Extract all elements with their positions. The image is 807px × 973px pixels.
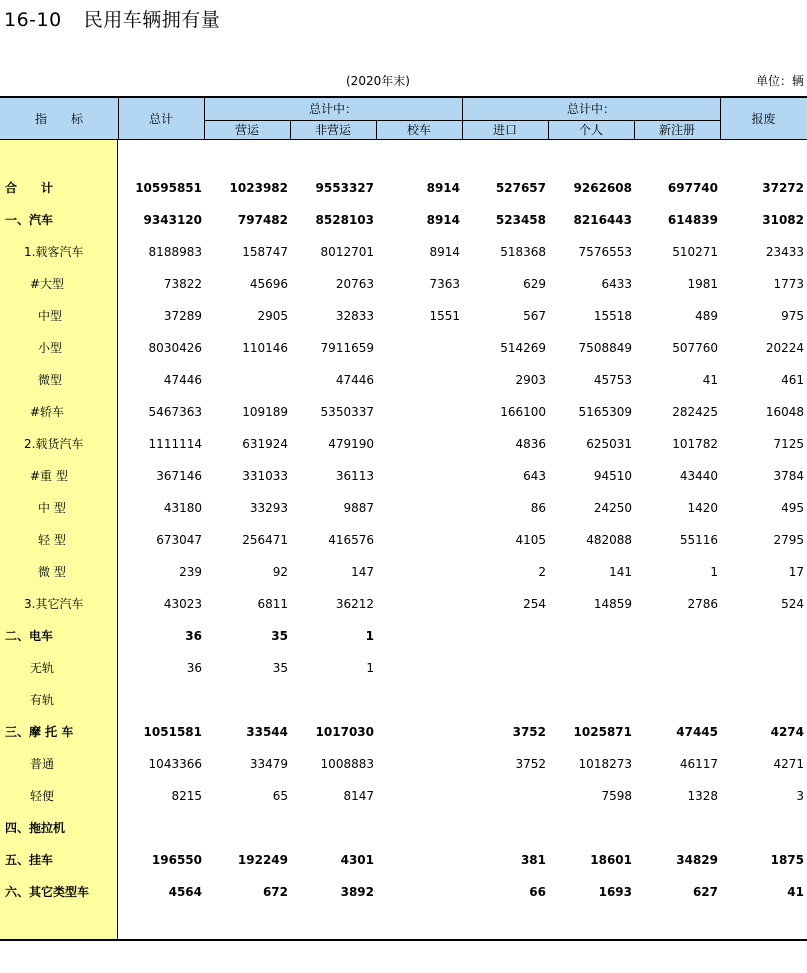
table-cell: 18601 <box>590 853 632 867</box>
header-divider <box>548 120 549 140</box>
table-cell: 17 <box>788 565 804 579</box>
header-group-source: 总计中： <box>566 102 615 116</box>
table-cell <box>466 620 546 652</box>
table-cell: 7911659 <box>320 341 374 355</box>
table-cell: 9262608 <box>573 181 632 195</box>
table-cell: 55116 <box>679 533 718 547</box>
table-cell: 6433 <box>601 277 632 291</box>
header-private: 个人 <box>578 123 603 137</box>
table-cell: 239 <box>179 565 202 579</box>
table-cell: 482088 <box>586 533 632 547</box>
table-row <box>0 556 807 588</box>
table-cell: 166100 <box>500 405 546 419</box>
table-cell: 20224 <box>765 341 804 355</box>
row-label: 中 型 <box>38 501 66 515</box>
table-cell: 101782 <box>672 437 718 451</box>
table-cell: 3784 <box>773 469 804 483</box>
table-cell: 2905 <box>257 309 288 323</box>
table-cell: 1773 <box>773 277 804 291</box>
table-cell: 625031 <box>586 437 632 451</box>
table-bottom-rule <box>0 939 807 941</box>
table-row <box>0 268 807 300</box>
table-cell: 6811 <box>257 597 288 611</box>
table-cell <box>380 652 460 684</box>
table-cell: 495 <box>781 501 804 515</box>
table-cell <box>638 620 718 652</box>
table-cell: 673047 <box>156 533 202 547</box>
table-cell: 631924 <box>242 437 288 451</box>
table-cell: 5165309 <box>578 405 632 419</box>
table-cell: 73822 <box>163 277 202 291</box>
table-cell: 36212 <box>335 597 374 611</box>
header-divider <box>290 120 291 140</box>
table-cell: 14859 <box>593 597 632 611</box>
table-cell: 43023 <box>163 597 202 611</box>
table-row <box>0 428 807 460</box>
table-cell: 36 <box>186 661 202 675</box>
table-cell <box>294 684 374 716</box>
row-label: 四、拖拉机 <box>5 821 66 835</box>
table-row <box>0 844 807 876</box>
table-cell: 3892 <box>340 885 374 899</box>
table-cell: 567 <box>523 309 546 323</box>
unit-note: 单位：辆 <box>755 74 804 88</box>
table-cell <box>294 812 374 844</box>
table-cell <box>552 684 632 716</box>
table-cell: 20763 <box>335 277 374 291</box>
header-group-operation: 总计中： <box>308 102 357 116</box>
table-cell: 4301 <box>340 853 374 867</box>
header-new-registered: 新注册 <box>658 123 695 137</box>
table-cell: 37272 <box>762 181 804 195</box>
table-cell: 141 <box>609 565 632 579</box>
table-row <box>0 748 807 780</box>
table-cell <box>122 684 202 716</box>
table-row <box>0 492 807 524</box>
table-cell: 614839 <box>667 213 718 227</box>
table-cell: 8914 <box>426 181 460 195</box>
table-cell: 43440 <box>679 469 718 483</box>
table-cell: 524 <box>781 597 804 611</box>
table-cell: 2786 <box>687 597 718 611</box>
row-label: 小型 <box>38 341 63 355</box>
row-label: 二、电车 <box>5 629 54 643</box>
table-cell: 196550 <box>151 853 202 867</box>
table-cell: 65 <box>272 789 288 803</box>
table-cell: 627 <box>692 885 718 899</box>
table-cell <box>724 812 804 844</box>
table-cell: 43180 <box>163 501 202 515</box>
table-cell: 479190 <box>328 437 374 451</box>
table-cell <box>208 812 288 844</box>
table-cell: 33293 <box>249 501 288 515</box>
table-header <box>0 96 807 140</box>
table-cell: 86 <box>530 501 546 515</box>
table-cell: 629 <box>523 277 546 291</box>
table-cell <box>380 492 460 524</box>
header-divider <box>634 120 635 140</box>
table-title: 民用车辆拥有量 <box>83 9 221 31</box>
table-cell <box>380 844 460 876</box>
header-schoolbus: 校车 <box>406 123 431 137</box>
table-cell: 45753 <box>593 373 632 387</box>
table-cell: 514269 <box>500 341 546 355</box>
table-cell: 1 <box>365 629 374 643</box>
table-row <box>0 588 807 620</box>
table-cell: 1 <box>710 565 718 579</box>
table-cell: 1328 <box>687 789 718 803</box>
table-cell <box>208 364 288 396</box>
header-indicator: 指 标 <box>34 112 83 126</box>
table-row <box>0 204 807 236</box>
table-cell <box>380 556 460 588</box>
table-cell: 41 <box>787 885 804 899</box>
table-cell: 1111114 <box>148 437 202 451</box>
table-cell: 47445 <box>676 725 718 739</box>
header-total: 总计 <box>148 112 173 126</box>
table-cell <box>724 620 804 652</box>
table-cell: 37289 <box>163 309 202 323</box>
table-cell <box>380 812 460 844</box>
table-cell <box>724 684 804 716</box>
table-cell: 33544 <box>246 725 288 739</box>
table-cell <box>552 812 632 844</box>
table-cell: 158747 <box>242 245 288 259</box>
table-cell: 8030426 <box>148 341 202 355</box>
table-cell: 15518 <box>593 309 632 323</box>
table-cell: 192249 <box>237 853 288 867</box>
header-group-rule <box>204 120 462 121</box>
row-label: 一、汽车 <box>5 213 54 227</box>
table-cell: 975 <box>781 309 804 323</box>
table-cell: 1 <box>366 661 374 675</box>
table-cell: 518368 <box>500 245 546 259</box>
table-cell: 4564 <box>168 885 202 899</box>
table-cell: 1420 <box>687 501 718 515</box>
row-label: 合 计 <box>5 181 54 195</box>
row-label: 3.其它汽车 <box>24 597 84 611</box>
table-cell: 1551 <box>429 309 460 323</box>
table-cell: 36113 <box>335 469 374 483</box>
row-label: 微 型 <box>38 565 66 579</box>
table-cell <box>466 652 546 684</box>
table-cell <box>380 876 460 908</box>
table-cell: 254 <box>523 597 546 611</box>
table-cell: 1017030 <box>315 725 374 739</box>
table-cell <box>380 716 460 748</box>
table-cell <box>380 428 460 460</box>
table-cell <box>380 332 460 364</box>
table-cell: 47446 <box>335 373 374 387</box>
table-cell: 507760 <box>672 341 718 355</box>
row-label: 微型 <box>38 373 63 387</box>
table-cell: 66 <box>529 885 546 899</box>
table-cell: 7508849 <box>578 341 632 355</box>
table-cell: 2903 <box>515 373 546 387</box>
table-cell <box>380 524 460 556</box>
header-divider <box>720 98 721 140</box>
table-cell <box>122 812 202 844</box>
row-label: 轻便 <box>30 789 55 803</box>
table-row <box>0 460 807 492</box>
table-cell <box>552 652 632 684</box>
table-cell: 3752 <box>515 757 546 771</box>
table-cell: 282425 <box>672 405 718 419</box>
table-cell <box>466 812 546 844</box>
table-row <box>0 652 807 684</box>
table-cell <box>380 588 460 620</box>
table-row <box>0 396 807 428</box>
table-cell: 16048 <box>765 405 804 419</box>
table-cell: 35 <box>272 661 288 675</box>
table-cell: 8914 <box>429 245 460 259</box>
table-cell <box>380 620 460 652</box>
table-cell: 697740 <box>667 181 718 195</box>
table-row <box>0 172 807 204</box>
header-noncommercial: 非营运 <box>314 123 351 137</box>
table-cell: 8216443 <box>573 213 632 227</box>
table-row <box>0 332 807 364</box>
table-cell: 1023982 <box>229 181 288 195</box>
table-cell: 797482 <box>237 213 288 227</box>
row-label: 1.载客汽车 <box>24 245 84 259</box>
table-cell <box>552 620 632 652</box>
table-cell: 510271 <box>672 245 718 259</box>
table-cell: 331033 <box>242 469 288 483</box>
row-label: 中型 <box>38 309 63 323</box>
table-cell <box>380 780 460 812</box>
table-cell <box>380 364 460 396</box>
table-row <box>0 236 807 268</box>
table-cell: 256471 <box>242 533 288 547</box>
table-cell: 1043366 <box>148 757 202 771</box>
table-cell <box>466 684 546 716</box>
table-row <box>0 524 807 556</box>
row-label: 三、摩 托 车 <box>5 725 74 739</box>
table-cell: 110146 <box>242 341 288 355</box>
table-cell <box>380 460 460 492</box>
year-note: (2020年末) <box>346 74 410 88</box>
table-cell: 3 <box>796 789 804 803</box>
table-cell: 46117 <box>679 757 718 771</box>
table-cell: 672 <box>262 885 288 899</box>
table-row <box>0 716 807 748</box>
row-label: 轻 型 <box>38 533 66 547</box>
table-cell: 8215 <box>171 789 202 803</box>
table-cell: 523458 <box>495 213 546 227</box>
table-cell: 7598 <box>601 789 632 803</box>
header-imported: 进口 <box>492 123 517 137</box>
table-cell: 9887 <box>343 501 374 515</box>
table-cell: 2 <box>538 565 546 579</box>
table-cell: 1025871 <box>573 725 632 739</box>
table-cell <box>638 652 718 684</box>
table-cell: 8914 <box>426 213 460 227</box>
table-cell <box>638 684 718 716</box>
table-cell: 23433 <box>765 245 804 259</box>
table-cell: 5350337 <box>320 405 374 419</box>
table-cell: 4105 <box>515 533 546 547</box>
table-cell: 45696 <box>249 277 288 291</box>
table-cell: 109189 <box>242 405 288 419</box>
header-divider <box>204 98 205 140</box>
table-cell: 7363 <box>429 277 460 291</box>
row-label: 有轨 <box>30 693 55 707</box>
page-title <box>4 5 220 32</box>
table-cell <box>466 780 546 812</box>
row-label: 无轨 <box>30 661 55 675</box>
header-divider <box>118 98 119 140</box>
table-cell: 7576553 <box>578 245 632 259</box>
table-cell: 8012701 <box>320 245 374 259</box>
row-label: #重 型 <box>30 469 68 483</box>
table-number: 16-10 <box>4 9 62 31</box>
table-cell <box>380 396 460 428</box>
table-cell: 34829 <box>676 853 718 867</box>
row-label: 五、挂车 <box>5 853 54 867</box>
table-cell <box>724 652 804 684</box>
table-cell: 94510 <box>593 469 632 483</box>
table-cell: 33479 <box>249 757 288 771</box>
table-cell: 489 <box>695 309 718 323</box>
row-label: 普通 <box>30 757 55 771</box>
table-cell: 47446 <box>163 373 202 387</box>
table-cell: 527657 <box>495 181 546 195</box>
table-cell: 367146 <box>156 469 202 483</box>
table-cell: 35 <box>271 629 288 643</box>
header-commercial: 营运 <box>234 123 259 137</box>
table-cell: 4274 <box>770 725 804 739</box>
table-cell: 9343120 <box>143 213 202 227</box>
table-row <box>0 684 807 716</box>
table-cell: 24250 <box>593 501 632 515</box>
header-scrapped: 报废 <box>751 112 776 126</box>
row-label: 2.载货汽车 <box>24 437 84 451</box>
table-cell: 4836 <box>515 437 546 451</box>
table-cell: 8147 <box>343 789 374 803</box>
table-cell: 2795 <box>773 533 804 547</box>
table-cell <box>380 684 460 716</box>
table-cell: 1981 <box>687 277 718 291</box>
row-label: #轿车 <box>30 405 65 419</box>
table-cell: 36 <box>185 629 202 643</box>
table-cell <box>380 748 460 780</box>
table-cell: 1018273 <box>578 757 632 771</box>
table-cell: 10595851 <box>135 181 202 195</box>
row-label: #大型 <box>30 277 65 291</box>
table-cell: 41 <box>702 373 718 387</box>
row-label: 六、其它类型车 <box>5 885 90 899</box>
table-cell: 31082 <box>762 213 804 227</box>
header-divider <box>376 120 377 140</box>
table-cell: 3752 <box>512 725 546 739</box>
table-cell: 1008883 <box>320 757 374 771</box>
table-cell: 1693 <box>598 885 632 899</box>
table-row <box>0 364 807 396</box>
table-cell <box>208 684 288 716</box>
table-cell: 92 <box>272 565 288 579</box>
table-row <box>0 812 807 844</box>
table-cell: 147 <box>351 565 374 579</box>
table-cell: 8188983 <box>148 245 202 259</box>
header-group-rule <box>462 120 720 121</box>
table-cell: 9553327 <box>315 181 374 195</box>
table-row <box>0 300 807 332</box>
table-cell: 32833 <box>335 309 374 323</box>
table-cell: 1875 <box>770 853 804 867</box>
table-cell: 461 <box>781 373 804 387</box>
table-row <box>0 780 807 812</box>
table-row <box>0 620 807 652</box>
table-cell: 7125 <box>773 437 804 451</box>
table-cell: 5467363 <box>148 405 202 419</box>
table-cell: 381 <box>520 853 546 867</box>
table-cell: 1051581 <box>143 725 202 739</box>
table-cell: 416576 <box>328 533 374 547</box>
table-cell <box>638 812 718 844</box>
table-cell: 4271 <box>773 757 804 771</box>
header-divider <box>462 98 463 140</box>
table-row <box>0 876 807 908</box>
table-cell: 643 <box>523 469 546 483</box>
table-cell: 8528103 <box>315 213 374 227</box>
